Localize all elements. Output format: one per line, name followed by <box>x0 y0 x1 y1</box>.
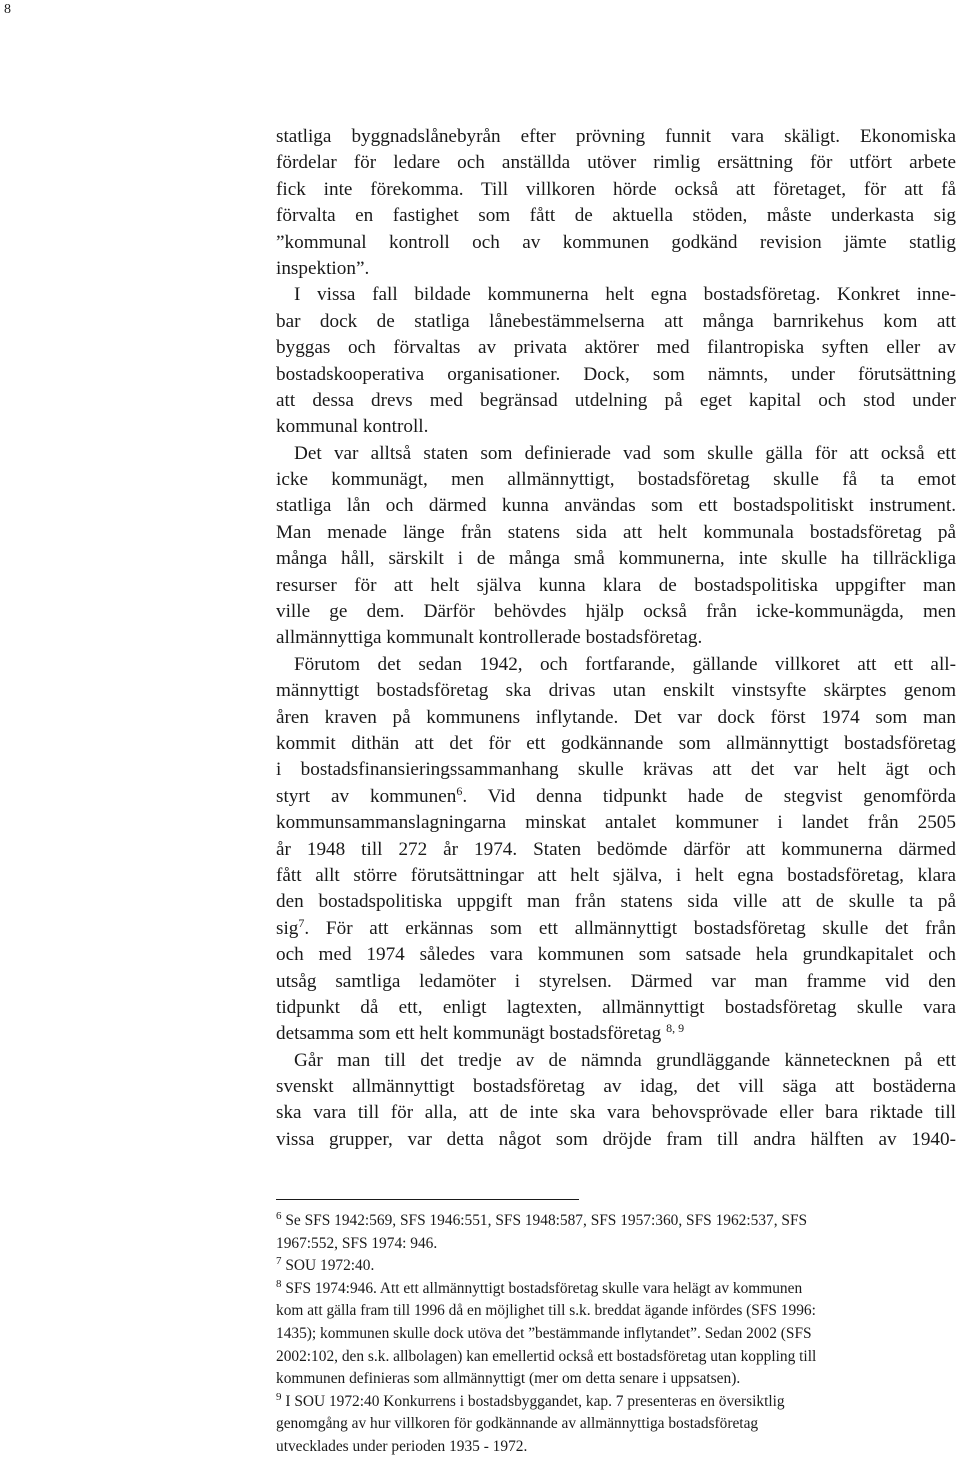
body-line: bar dock de statliga lånebestämmelserna att många barnrikehus kom att <box>276 310 956 332</box>
body-line: fördelar för ledare och anställda utöver rimlig ersättning för utfört arbete <box>276 152 956 174</box>
body-line: männyttigt bostadsföretag ska drivas utan enskilt vinstsyfte skärptes genom <box>276 680 956 702</box>
footnote-divider <box>276 1199 579 1200</box>
footnote-number: 9 <box>276 1390 282 1403</box>
footnote-ref-6: 6 <box>456 783 463 798</box>
body-line: kommunsammanslagningarna minskat antalet kommuner i landet från 2505 <box>276 812 956 834</box>
body-text-fragment: sig <box>276 917 299 939</box>
footnote-line: utvecklades under perioden 1935 - 1972. <box>276 1437 528 1455</box>
paragraph-first-line: Det var alltså staten som definierade vad som skulle gälla för att också ett <box>294 442 956 464</box>
body-line: icke kommunägt, men allmännyttigt, bostadsföretag skulle få ta emot <box>276 469 956 491</box>
body-line: fått allt större förutsättningar att helt själva, i helt egna bostadsföretag, klara <box>276 864 956 886</box>
body-line: statliga lån och därmed kunna användas som ett bostadspolitiskt instrument. <box>276 495 956 517</box>
footnotes <box>276 1210 956 1459</box>
body-line: ”kommunal kontroll och av kommunen godkänd revision jämte statlig <box>276 231 956 253</box>
paragraph-first-line: Går man till det tredje av de nämnda grundläggande kännetecknen på ett <box>294 1049 956 1071</box>
body-line: allmännyttiga kommunalt kontrollerade bostadsföretag. <box>276 627 703 649</box>
body-line: att dessa drevs med begränsad utdelning på eget kapital och stod under <box>276 389 956 411</box>
body-line <box>276 1021 956 1047</box>
footnote-8 <box>276 1278 956 1301</box>
body-line: åren kraven på kommunens inflytande. Det var dock först 1974 som man <box>276 706 956 728</box>
footnote-text: Se SFS 1942:569, SFS 1946:551, SFS 1948:587, SFS 1957:360, SFS 1962:537, SFS <box>285 1212 808 1229</box>
footnote-text: I SOU 1972:40 Konkurrens i bostadsbyggandet, kap. 7 presenteras en översiktlig <box>285 1392 785 1410</box>
body-line: ska vara till för alla, att de inte ska vara behovsprövade eller bara riktade till <box>276 1102 956 1124</box>
body-line: vissa grupper, var detta något som dröjde fram till andra hälften av 1940- <box>276 1128 956 1150</box>
body-line: kommit dithän att det för ett godkännande som allmännyttigt bostadsföretag <box>276 732 956 754</box>
body-line: Man menade länge från statens sida att helt kommunala bostadsföretag på <box>276 521 956 543</box>
body-line: svenskt allmännyttigt bostadsföretag av idag, det vill säga att bostäderna <box>276 1076 956 1098</box>
body-text-fragment: . För att erkännas som ett allmännyttigt bostadsföretag skulle det från <box>304 917 956 939</box>
body-line: och med 1974 således vara kommunen som satsade hela grundkapitalet och <box>276 944 956 966</box>
footnote-text: SOU 1972:40. <box>285 1257 375 1275</box>
footnote-number: 7 <box>276 1255 282 1268</box>
footnote-9 <box>276 1391 956 1414</box>
body-text-fragment: . Vid denna tidpunkt hade de stegvist genomförda <box>462 785 956 807</box>
body-line: inspektion”. <box>276 257 370 279</box>
page-number: 8 <box>4 2 11 17</box>
body-text-fragment: detsamma som ett helt kommunägt bostadsföretag <box>276 1023 662 1045</box>
footnote-6 <box>276 1210 956 1233</box>
body-line <box>276 916 956 942</box>
body-line: ville ge dem. Därför behövdes hjälp också från icke-kommunägda, men <box>276 601 956 623</box>
body-line: fick inte förekomma. Till villkoren hörde också att företaget, för att få <box>276 178 956 200</box>
body-text-fragment: styrt av kommunen <box>276 785 457 807</box>
footnote-text: SFS 1974:946. Att ett allmännyttigt bostadsföretag skulle vara helägt av kommunen <box>285 1279 803 1297</box>
footnote-7 <box>276 1255 956 1278</box>
body-line: många håll, särskilt i de många små kommunerna, inte skulle ha tillräckliga <box>276 548 956 570</box>
body-line: förvalta en fastighet som fått de aktuella stöden, måste underkasta sig <box>276 205 956 227</box>
body-line: bostadskooperativa organisationer. Dock, som nämnts, under förutsättning <box>276 363 956 385</box>
body-line: statliga byggnadslånebyrån efter prövning funnit vara skäligt. Ekonomiska <box>276 126 956 147</box>
footnote-ref-8-9: 8, 9 <box>666 1021 685 1036</box>
body-line: år 1948 till 272 år 1974. Staten bedömde därför att kommunerna därmed <box>276 838 956 860</box>
body-line: tidpunkt då ett, enligt lagtexten, allmännyttigt bostadsföretag skulle vara <box>276 996 956 1018</box>
footnote-line: genomgång av hur villkoren för godkännande av allmännyttiga bostadsföretag <box>276 1415 759 1433</box>
body-line: utsåg samtliga ledamöter i styrelsen. Därmed var man framme vid den <box>276 970 956 992</box>
footnote-line: 1967:552, SFS 1974: 946. <box>276 1234 438 1252</box>
footnote-line: kom att gälla fram till 1996 då en möjlighet till s.k. breddat ägande infördes (SFS 1996: <box>276 1302 816 1320</box>
body-line <box>276 784 956 810</box>
footnote-line: 2002:102, den s.k. allbolagen) kan emellertid också ett bostadsföretag utan koppling till <box>276 1347 817 1365</box>
body-line: i bostadsfinansieringssammanhang skulle krävas att det var helt ägt och <box>276 759 956 781</box>
footnote-ref-7: 7 <box>298 915 305 930</box>
body-line: byggas och förvaltas av privata aktörer med filantropiska syften eller av <box>276 337 956 359</box>
body-line: den bostadspolitiska uppgift man från statens sida ville att de skulle ta på <box>276 891 956 913</box>
body-line: resurser för att helt själva kunna klara de bostadspolitiska uppgifter man <box>276 574 956 596</box>
footnote-line: kommunen definieras som allmännyttigt (mer om detta senare i uppsatsen). <box>276 1370 741 1388</box>
body-text <box>276 124 956 1153</box>
paragraph-first-line: I vissa fall bildade kommunerna helt egna bostadsföretag. Konkret inne- <box>294 284 956 306</box>
footnote-number: 6 <box>276 1210 282 1222</box>
body-line: kommunal kontroll. <box>276 416 429 438</box>
footnote-line: 1435); kommunen skulle dock utöva det ”bestämmande inflytandet”. Sedan 2002 (SFS <box>276 1324 812 1342</box>
footnote-number: 8 <box>276 1277 282 1290</box>
paragraph-first-line: Förutom det sedan 1942, och fortfarande, gällande villkoret att ett all- <box>294 653 956 675</box>
